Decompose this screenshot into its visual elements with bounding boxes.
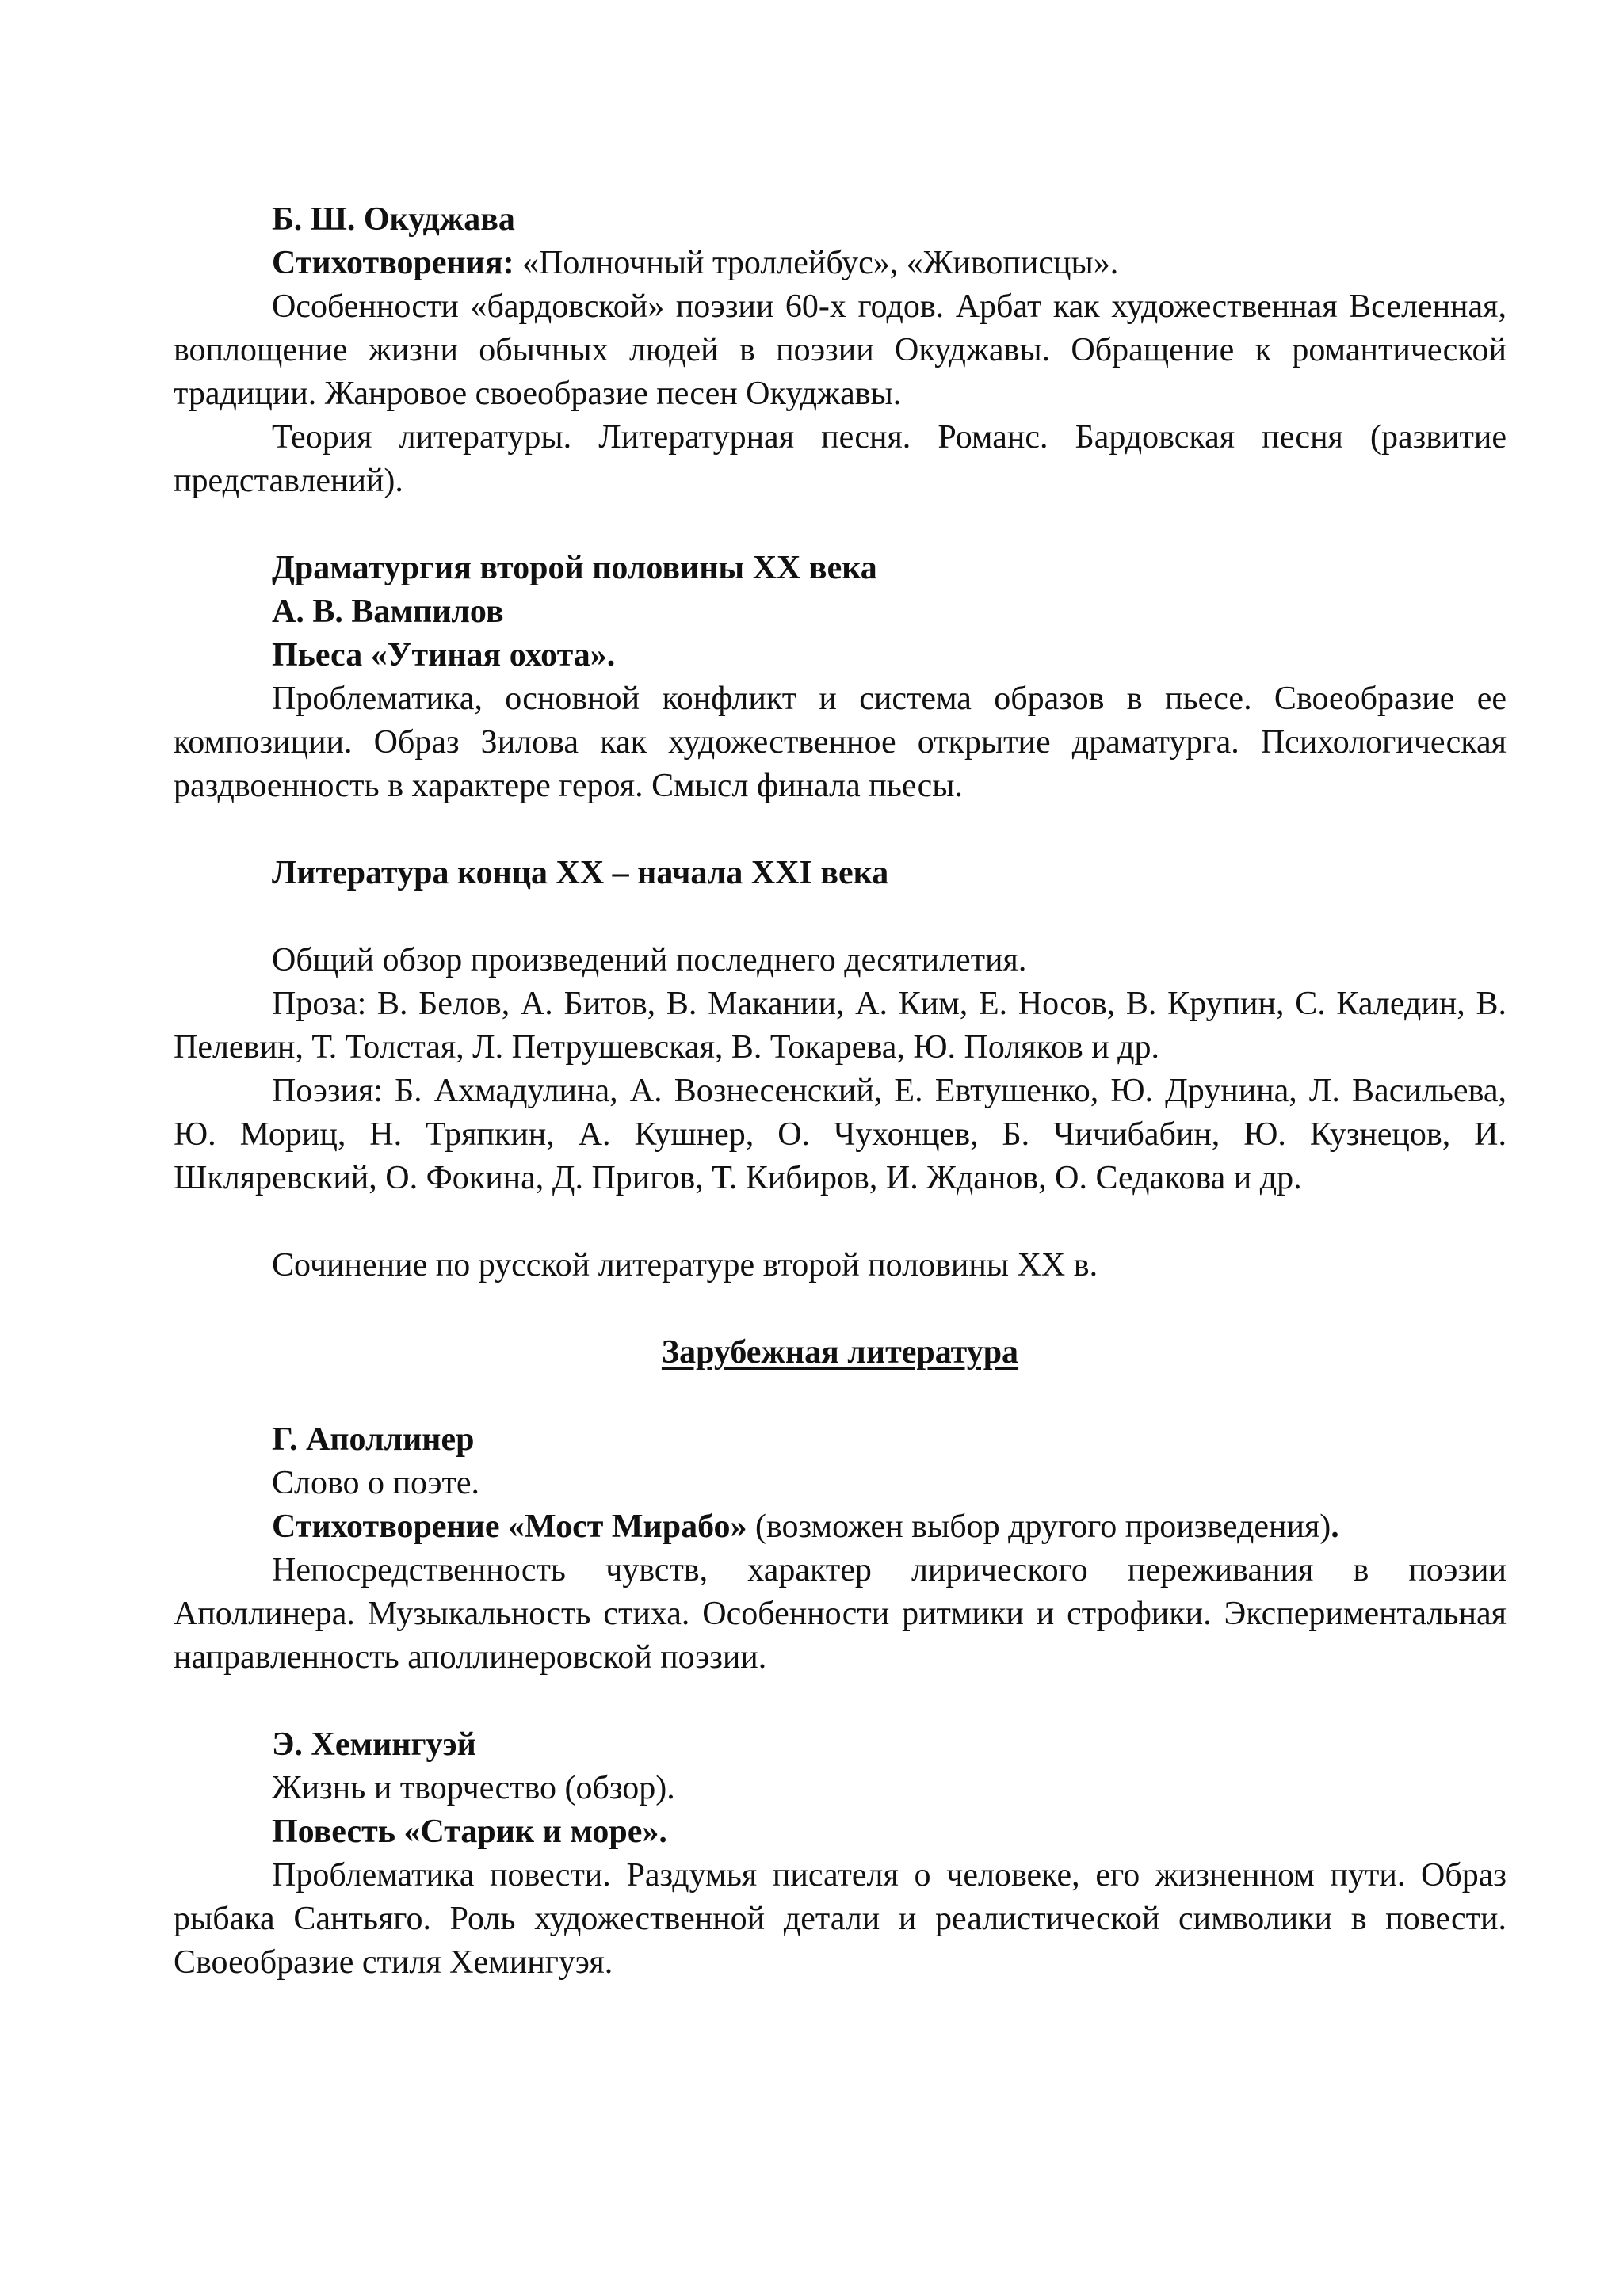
- apollinaire-poem-line: [174, 1505, 1507, 1549]
- poems-list: «Полночный троллейбус», «Живописцы».: [514, 245, 1119, 281]
- poems-line: [174, 242, 1507, 285]
- author-heading-hemingway: Э. Хемингуэй: [272, 1726, 476, 1763]
- author-heading-vampilov: А. В. Вампилов: [272, 593, 504, 630]
- okudzhava-paragraph-1: Особенности «бардовской» поэзии 60-х годов. Арбат как художественная Вселенная, воплощение жизни обычных людей в поэзии Окуджавы. Обращение к романтической традиции. Жанровое своеобразие песен Окуджавы.: [174, 288, 1507, 412]
- modern-section-heading: Литература конца XX – начала XXI века: [272, 855, 889, 891]
- story-title: Повесть «Старик и море».: [272, 1814, 667, 1850]
- poem-period: .: [1331, 1508, 1339, 1545]
- poem-note: (возможен выбор другого произведения): [747, 1508, 1331, 1545]
- author-heading-apollinaire: Г. Аполлинер: [272, 1421, 475, 1458]
- drama-section-heading: Драматургия второй половины XX века: [272, 550, 877, 586]
- play-title: Пьеса «Утиная охота».: [272, 637, 616, 673]
- hemingway-paragraph: Проблематика повести. Раздумья писателя о человеке, его жизненном пути. Образ рыбака Сантьяго. Роль художественной детали и реалистической символики в повести. Своеобразие стиля Хемингуэя.: [174, 1857, 1507, 1981]
- drama-paragraph: Проблематика, основной конфликт и система образов в пьесе. Своеобразие ее композиции. Образ Зилова как художественное открытие драматурга. Психологическая раздвоенность в характере героя. Смысл финала пьесы.: [174, 681, 1507, 804]
- okudzhava-paragraph-2: Теория литературы. Литературная песня. Романс. Бардовская песня (развитие представлений).: [174, 419, 1507, 499]
- poem-title: Стихотворение «Мост Мирабо»: [272, 1508, 747, 1545]
- essay-line: Сочинение по русской литературе второй половины XX в.: [272, 1247, 1098, 1283]
- foreign-section-heading: [174, 1331, 1507, 1375]
- modern-overview: Общий обзор произведений последнего десятилетия.: [272, 942, 1027, 978]
- modern-prose-list: Проза: В. Белов, А. Битов, В. Макании, А. Ким, Е. Носов, В. Крупин, С. Каледин, В. Пелевин, Т. Толстая, Л. Петрушевская, В. Токарева, Ю. Поляков и др.: [174, 986, 1507, 1066]
- foreign-heading-text: Зарубежная литература: [661, 1334, 1019, 1371]
- hemingway-intro: Жизнь и творчество (обзор).: [272, 1770, 675, 1806]
- poems-label: Стихотворения:: [272, 245, 514, 281]
- author-heading-okudzhava: Б. Ш. Окуджава: [272, 201, 515, 238]
- modern-poetry-list: Поэзия: Б. Ахмадулина, А. Вознесенский, Е. Евтушенко, Ю. Друнина, Л. Васильева, Ю. Мориц, Н. Тряпкин, А. Кушнер, О. Чухонцев, Б. Чичибабин, Ю. Кузнецов, И. Шкляревский, О. Фокина, Д. Пригов, Т. Кибиров, И. Жданов, О. Седакова и др.: [174, 1073, 1507, 1196]
- document-page: [174, 198, 1507, 1985]
- apollinaire-paragraph: Непосредственность чувств, характер лирического переживания в поэзии Аполлинера. Музыкальность стиха. Особенности ритмики и строфики. Экспериментальная направленность аполлинеровской поэзии.: [174, 1552, 1507, 1676]
- apollinaire-intro: Слово о поэте.: [272, 1465, 480, 1501]
